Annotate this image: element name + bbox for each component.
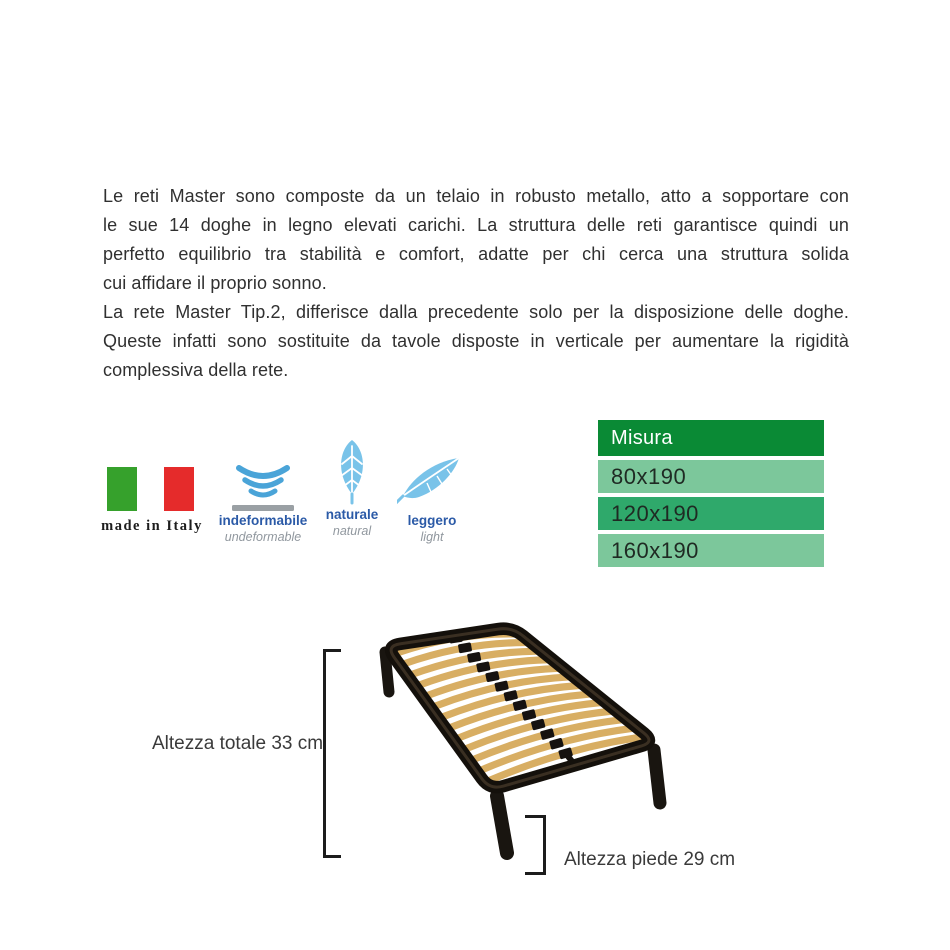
made-in-italy-badge — [96, 467, 208, 535]
italy-flag-icon — [96, 467, 208, 511]
flag-green-band — [107, 467, 137, 511]
intro-line: Le reti Master sono composte da un telaio in robusto metallo, atto a sopportare con — [103, 186, 849, 206]
total-height-bracket — [323, 649, 341, 858]
badge-sublabel: undeformable — [224, 530, 302, 544]
badge-leggero — [382, 450, 482, 545]
badge-label: indeformabile — [218, 513, 308, 528]
foot-height-label: Altezza piede 29 cm — [564, 849, 736, 870]
intro-line: La rete Master Tip.2, differisce dalla precedente solo per la disposizione delle doghe. — [103, 302, 849, 322]
intro-line: complessiva della rete. — [103, 360, 289, 380]
intro-text — [103, 182, 849, 385]
intro-line: Queste infatti sono sostituite da tavole disposte in verticale per aumentare la rigidità — [103, 331, 849, 351]
size-table-rows — [598, 460, 824, 567]
badge-sublabel: natural — [332, 524, 372, 538]
intro-line: le sue 14 doghe in legno elevati carichi. La struttura delle reti garantisce quindi un — [103, 215, 849, 235]
foot-height-bracket — [525, 815, 546, 875]
badge-label: naturale — [325, 507, 379, 522]
size-table-header: Misura — [598, 420, 824, 456]
size-table — [598, 420, 824, 567]
flag-red-band — [164, 467, 194, 511]
size-row: 80x190 — [598, 460, 824, 493]
feather-icon — [382, 450, 482, 512]
size-row: 120x190 — [598, 497, 824, 530]
badge-sublabel: light — [420, 530, 444, 544]
made-in-italy-label: made in Italy — [101, 518, 203, 534]
badge-label: leggero — [407, 513, 457, 528]
total-height-label: Altezza totale 33 cm — [152, 733, 324, 754]
intro-line: cui affidare il proprio sonno. — [103, 273, 327, 293]
size-row: 160x190 — [598, 534, 824, 567]
intro-line: perfetto equilibrio tra stabilità e comfort, adatte per chi cerca una struttura solida — [103, 244, 849, 264]
